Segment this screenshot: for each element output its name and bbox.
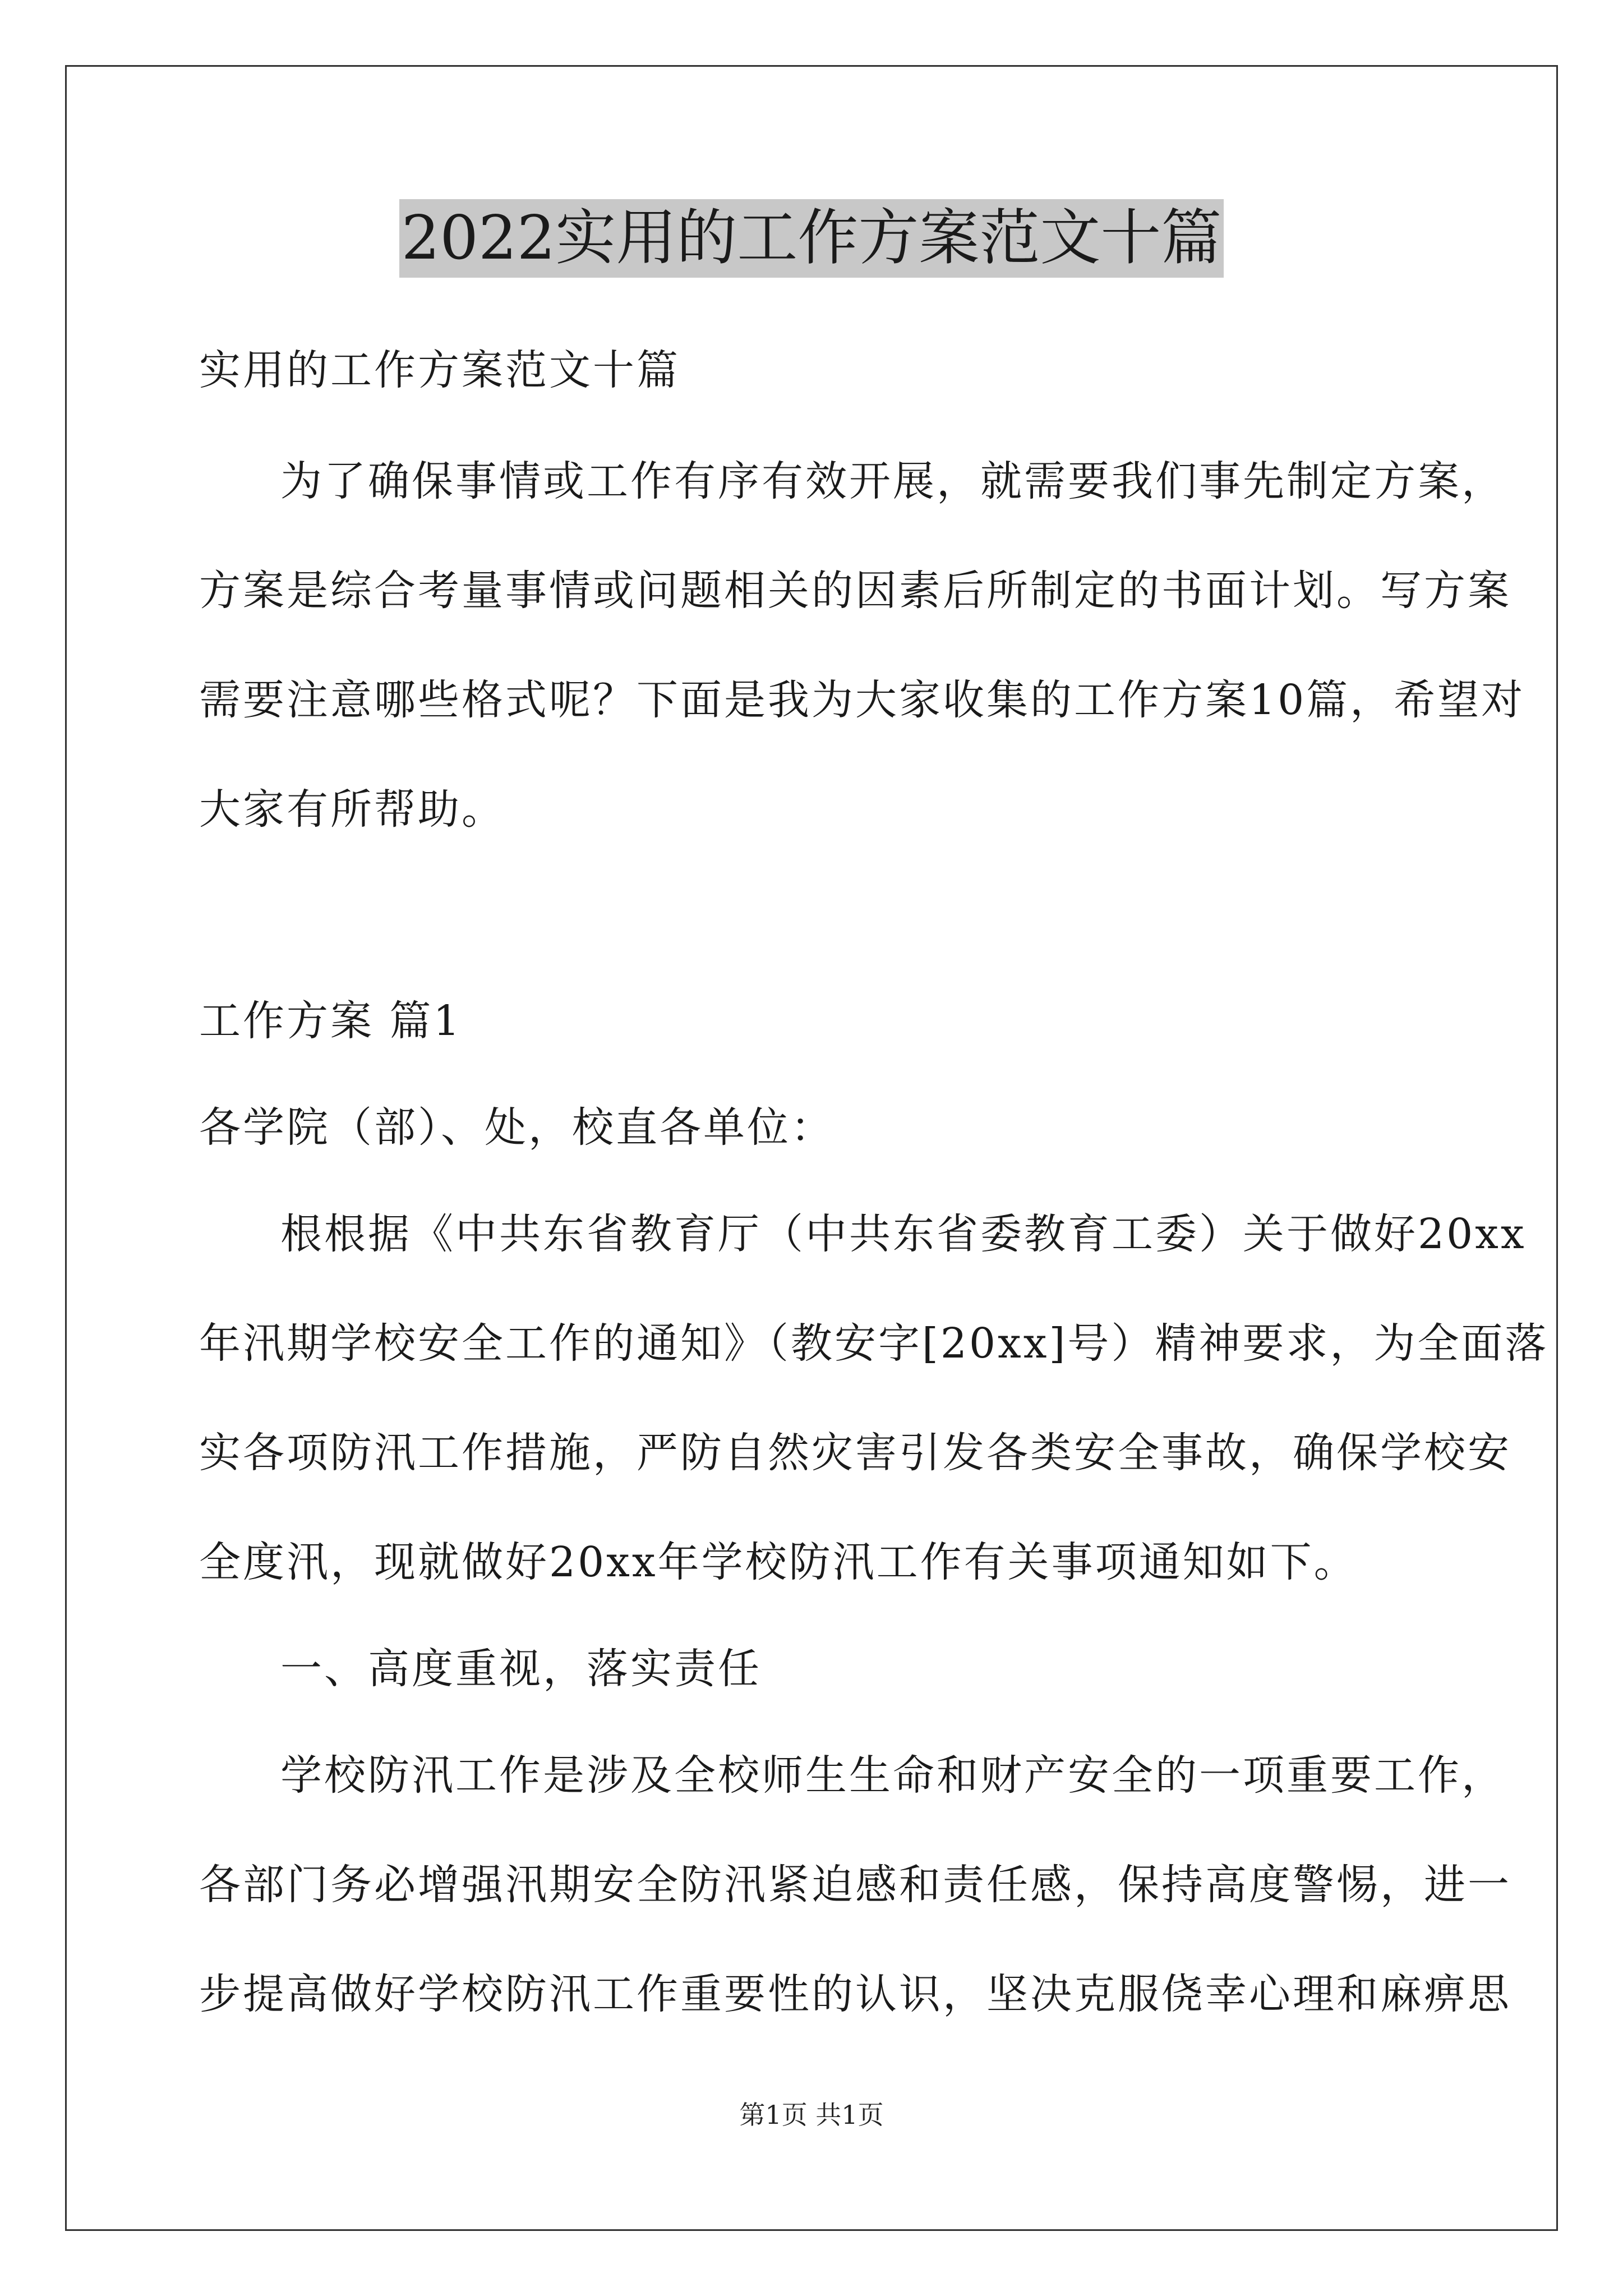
document-title: 2022实用的工作方案范文十篇	[399, 199, 1224, 278]
paragraph-line: 全度汛，现就做好20xx年学校防汛工作有关事项通知如下。	[199, 1538, 1358, 1586]
paragraph-line: 方案是综合考量事情或问题相关的因素后所制定的书面计划。写方案	[199, 567, 1511, 615]
title-container	[0, 199, 1623, 278]
paragraph-line: 需要注意哪些格式呢？下面是我为大家收集的工作方案10篇，希望对	[199, 676, 1525, 724]
paragraph-line: 学校防汛工作是涉及全校师生生命和财产安全的一项重要工作，	[280, 1751, 1505, 1800]
salutation-line: 各学院（部）、处，校直各单位：	[199, 1103, 834, 1152]
paragraph-line: 各部门务必增强汛期安全防汛紧迫感和责任感，保持高度警惕，进一	[199, 1861, 1511, 1909]
subtitle-line: 实用的工作方案范文十篇	[199, 346, 680, 394]
paragraph-line: 步提高做好学校防汛工作重要性的认识，坚决克服侥幸心理和麻痹思	[199, 1970, 1511, 2018]
subsection-heading: 一、高度重视，落实责任	[280, 1645, 762, 1693]
paragraph-line: 大家有所帮助。	[199, 785, 505, 834]
paragraph-line: 为了确保事情或工作有序有效开展，就需要我们事先制定方案，	[280, 457, 1505, 505]
page-footer: 第1页 共1页	[739, 2100, 884, 2130]
paragraph-line: 年汛期学校安全工作的通知》（教安字[20xx]号）精神要求，为全面落	[199, 1319, 1549, 1368]
paragraph-line: 实各项防汛工作措施，严防自然灾害引发各类安全事故，确保学校安	[199, 1429, 1511, 1477]
section-heading: 工作方案 篇1	[199, 997, 462, 1045]
paragraph-line: 根根据《中共东省教育厅（中共东省委教育工委）关于做好20xx	[280, 1210, 1527, 1258]
